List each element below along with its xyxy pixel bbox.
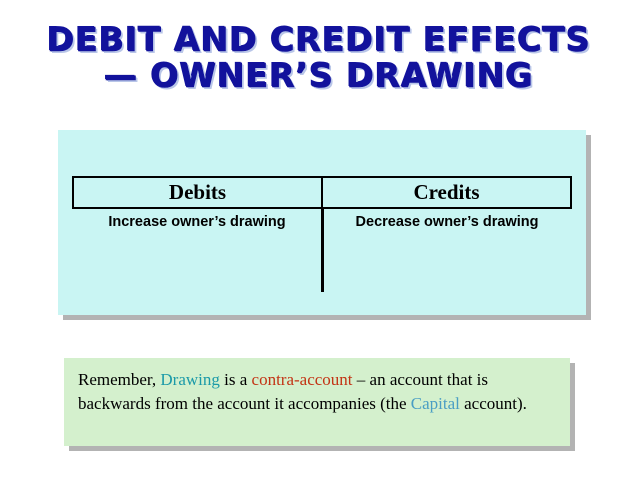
title-line-2: — OWNER’S DRAWING xyxy=(104,55,534,95)
table-header-debits: Debits xyxy=(74,178,323,207)
table-cell-credit-effect: Decrease owner’s drawing xyxy=(355,214,539,230)
note-part-4: account). xyxy=(459,394,527,414)
note-keyword-capital: Capital xyxy=(410,394,460,414)
table-row xyxy=(72,213,572,232)
table-header-row xyxy=(72,176,572,209)
note-part-1: Remember, xyxy=(78,370,161,389)
page-title xyxy=(0,22,638,93)
note-part-2: is a xyxy=(219,370,252,389)
note-keyword-drawing: Drawing xyxy=(160,370,220,389)
note-keyword-contra-account: contra-account xyxy=(251,370,353,389)
note-text xyxy=(78,368,556,416)
note-part-3: – an account that is backwards from the account it accompanies (the xyxy=(78,370,489,414)
table-cell-debit-effect: Increase owner’s drawing xyxy=(108,214,286,230)
debit-credit-table xyxy=(58,130,586,315)
table-header-credits: Credits xyxy=(413,180,480,204)
remember-note xyxy=(64,358,570,446)
title-line-1: DEBIT AND CREDIT EFFECTS xyxy=(47,20,591,59)
